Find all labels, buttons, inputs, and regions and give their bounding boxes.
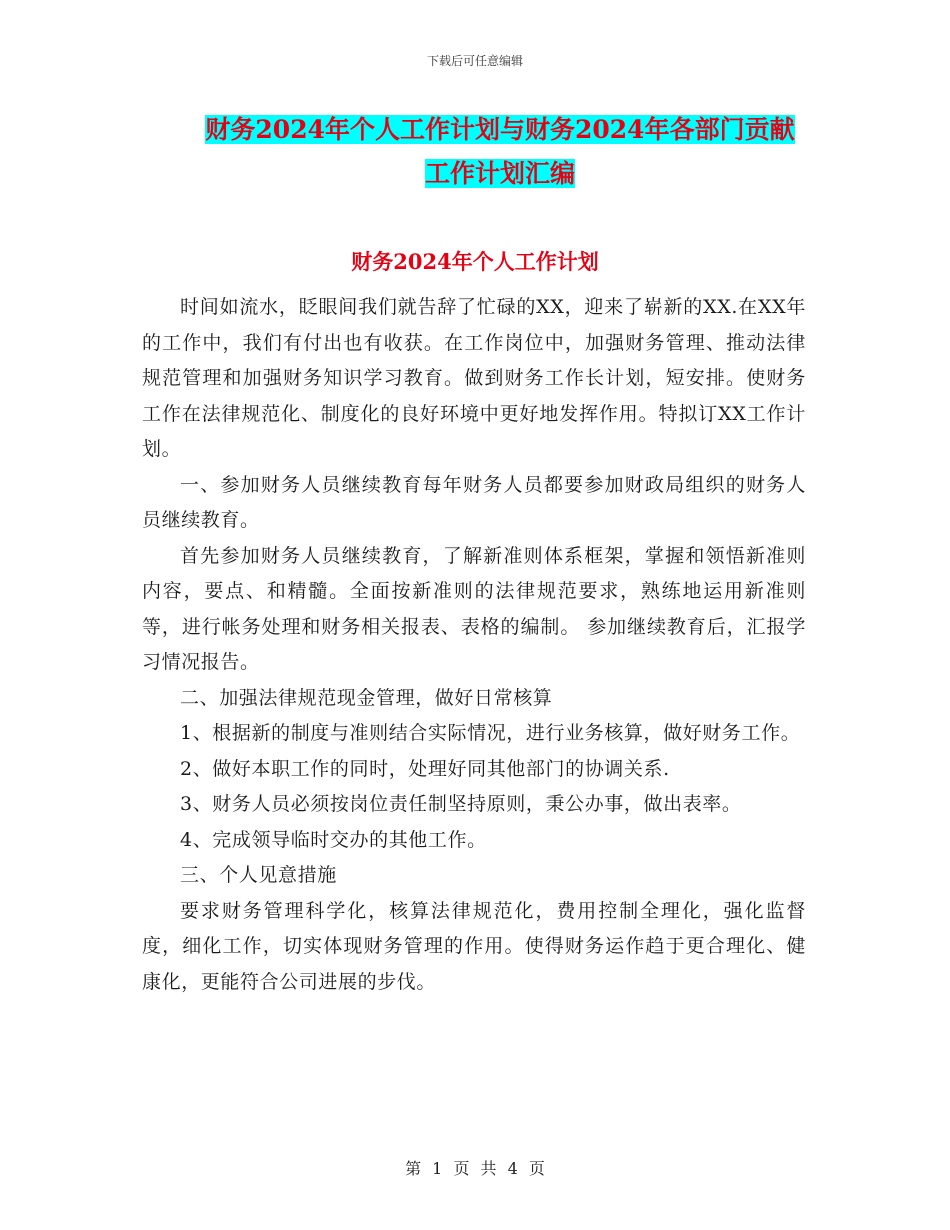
paragraph: 1、根据新的制度与准则结合实际情况，进行业务核算，做好财务工作。: [180, 722, 801, 744]
document-title-line-1: 财务2024年个人工作计划与财务2024年各部门贡献: [205, 115, 795, 144]
paragraph: 二、加强法律规范现金管理，做好日常核算: [180, 686, 553, 709]
section-title: 财务2024年个人工作计划: [351, 249, 599, 274]
header-note: 下载后可任意编辑: [426, 54, 523, 68]
paragraph: 三、个人见意措施: [180, 864, 337, 886]
paragraph: 4、完成领导临时交办的其他工作。: [180, 828, 487, 851]
paragraph: 时间如流水，眨眼间我们就告辞了忙碌的XX，迎来了崭新的XX.在XX年的工作中，我们有付出也有收获。在工作岗位中，加强财务管理、推动法律规范管理和加强财务知识学习教育。做到财务工作长计划，短安排。使财务工作在法律规范化、制度化的良好环境中更好地发挥作用。特拟订XX工作计划。: [142, 296, 806, 460]
paragraph: 3、财务人员必须按岗位责任制坚持原则，秉公办事，做出表率。: [180, 793, 742, 815]
document-title-line-2: 工作计划汇编: [424, 159, 575, 188]
body-text: [142, 290, 806, 1000]
paragraph: 要求财务管理科学化，核算法律规范化，费用控制全理化，强化监督度，细化工作，切实体现财务管理的作用。使得财务运作趋于更合理化、健康化，更能符合公司进展的步伐。: [142, 899, 806, 993]
document-title: [140, 108, 860, 196]
paragraph: 首先参加财务人员继续教育，了解新准则体系框架，掌握和领悟新准则内容，要点、和精髓。全面按新准则的法律规范要求，熟练地运用新准则等，进行帐务处理和财务相关报表、表格的编制。 参加继续教育后，汇报学习情况报告。: [142, 544, 806, 673]
paragraph: 2、做好本职工作的同时，处理好同其他部门的协调关系.: [180, 757, 670, 780]
paragraph: 一、参加财务人员继续教育每年财务人员都要参加财政局组织的财务人员继续教育。: [142, 473, 806, 531]
page-number: 第 1 页 共 4 页: [405, 1159, 545, 1178]
